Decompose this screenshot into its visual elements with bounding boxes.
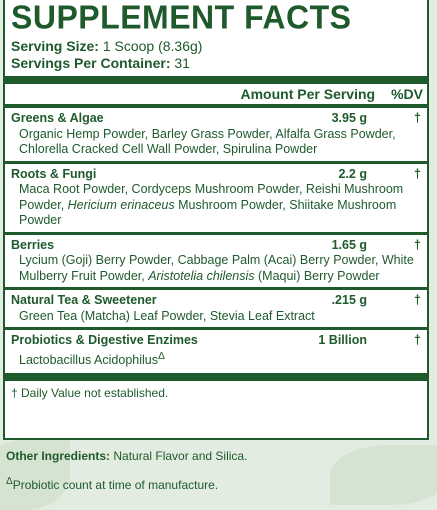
section-berries <box>5 235 427 288</box>
section-amount: 3.95 g <box>331 111 367 125</box>
section-name: Probiotics & Digestive Enzimes <box>11 333 198 347</box>
section-greens-algae <box>5 108 427 161</box>
section-ingredients <box>11 349 421 369</box>
probiotic-note <box>6 476 218 492</box>
ingredients-italic: Hericium erinaceus <box>67 197 175 212</box>
section-dv: † <box>414 111 421 125</box>
section-name: Natural Tea & Sweetener <box>11 293 157 307</box>
section-header <box>11 167 421 183</box>
serving-size-value: 1 Scoop (8.36g) <box>102 38 203 54</box>
section-amount: .215 g <box>331 293 367 307</box>
probiotic-note-mark: Δ <box>6 476 13 487</box>
section-dv: † <box>414 333 421 347</box>
probiotic-note-text: Probiotic count at time of manufacture. <box>12 478 219 492</box>
section-dv: † <box>414 166 421 181</box>
ingredients-text: Maca Root Powder, Cordyceps Mushroom Powder, Reishi Mushroom Powder, <box>19 182 404 212</box>
section-ingredients: Green Tea (Matcha) Leaf Powder, Stevia Leaf Extract <box>19 308 315 323</box>
section-dv: † <box>414 237 421 252</box>
panel-title: SUPPLEMENT FACTS <box>11 0 352 36</box>
serving-size-label: Serving Size: <box>11 38 99 54</box>
ingredients-text: (Maqui) Berry Powder <box>254 268 380 283</box>
section-ingredients <box>11 182 421 229</box>
section-name: Greens & Algae <box>11 111 104 125</box>
servings-per-container-value: 31 <box>174 55 190 71</box>
section-header <box>11 333 421 349</box>
thick-divider <box>5 76 427 84</box>
other-ingredients <box>6 449 247 463</box>
ingredients-text: Lycium (Goji) Berry Powder, Cabbage Palm (Acai) Berry Powder, White Mulberry Fruit Powder, <box>19 253 414 283</box>
other-ingredients-label: Other Ingredients: <box>6 449 111 463</box>
dv-header: %DV <box>391 86 423 102</box>
section-amount: 1.65 g <box>331 237 367 252</box>
supplement-facts-panel <box>3 0 429 440</box>
column-header <box>5 84 427 104</box>
other-ingredients-value: Natural Flavor and Silica. <box>110 449 248 463</box>
section-name: Roots & Fungi <box>11 166 97 181</box>
section-ingredients <box>11 253 421 284</box>
section-tea-sweetener <box>5 290 427 327</box>
section-amount: 1 Billion <box>318 333 367 347</box>
section-name: Berries <box>11 237 55 252</box>
serving-size-line <box>5 38 427 55</box>
servings-per-container-label: Servings Per Container: <box>11 55 171 71</box>
amount-per-serving-header: Amount Per Serving <box>240 86 376 102</box>
section-dv: † <box>414 293 421 307</box>
section-header <box>11 293 421 309</box>
section-probiotics <box>5 330 427 371</box>
ingredients-text: Lactobacillus Acidophilus <box>19 352 158 367</box>
probiotic-mark: Δ <box>157 350 165 362</box>
servings-per-container-line <box>5 55 427 72</box>
section-roots-fungi <box>5 164 427 232</box>
section-ingredients: Organic Hemp Powder, Barley Grass Powder, Alfalfa Grass Powder, Chlorella Cracked Cell Wall Powder, Spirulina Powder <box>19 126 396 156</box>
footnote: † Daily Value not established. <box>11 386 169 401</box>
ingredients-text: Mushroom Powder, Shiitake Mushroom Powder <box>19 197 397 227</box>
background-leaf-decoration <box>330 445 437 505</box>
ingredients-italic: Aristotelia chilensis <box>148 268 255 283</box>
section-header <box>11 238 421 254</box>
thick-divider <box>5 373 427 381</box>
section-amount: 2.2 g <box>338 166 367 181</box>
section-header <box>11 111 421 127</box>
